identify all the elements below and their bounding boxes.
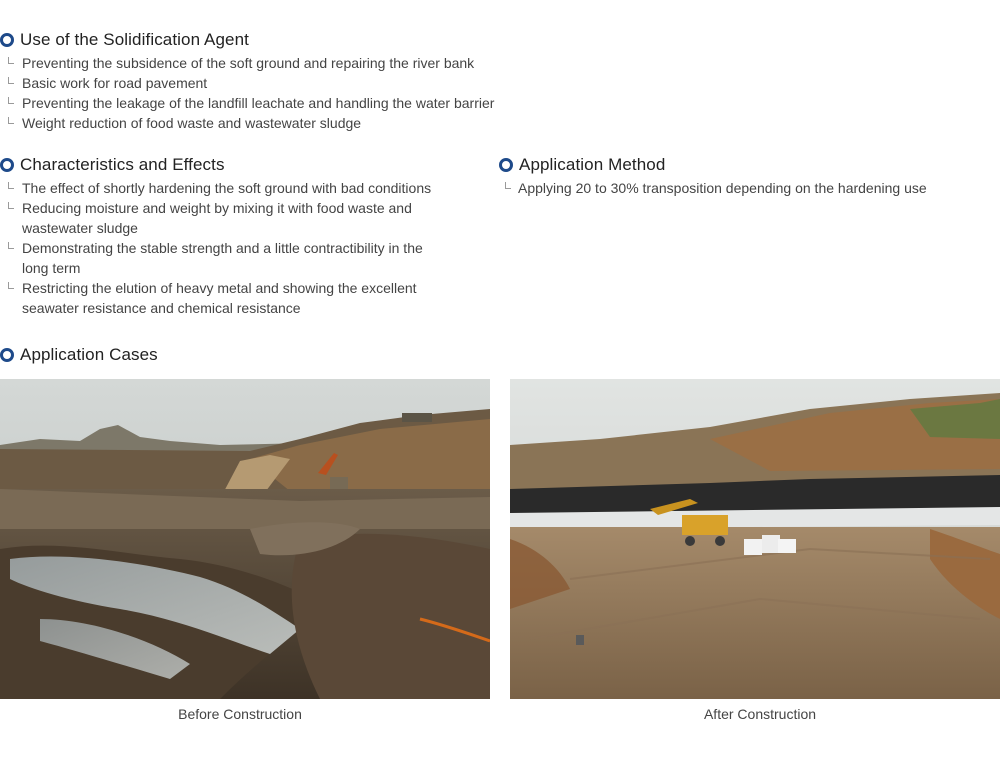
section-title: Use of the Solidification Agent <box>20 30 249 49</box>
list-item: Weight reduction of food waste and wastewater sludge <box>0 113 980 133</box>
list-item: Restricting the elution of heavy metal and showing the excellent seawater resistance and chemical resistance <box>0 278 462 318</box>
after-construction-caption: After Construction <box>703 706 817 722</box>
before-construction-caption: Before Construction <box>178 706 302 722</box>
characteristics-section <box>0 154 462 318</box>
section-title: Characteristics and Effects <box>20 155 225 174</box>
use-list <box>0 53 980 133</box>
list-item: Preventing the subsidence of the soft ground and repairing the river bank <box>0 53 980 73</box>
corner-tick-icon <box>8 77 14 84</box>
circle-bullet-icon <box>499 158 513 172</box>
characteristics-list <box>0 178 462 318</box>
corner-tick-icon <box>8 202 14 209</box>
method-list <box>499 178 979 198</box>
section-title: Application Cases <box>20 345 158 364</box>
method-section <box>499 154 979 198</box>
corner-tick-icon <box>8 57 14 64</box>
list-item: Preventing the leakage of the landfill leachate and handling the water barrier <box>0 93 980 113</box>
list-item: Basic work for road pavement <box>0 73 980 93</box>
cases-section <box>0 344 400 366</box>
before-construction-photo <box>0 379 490 699</box>
list-item: The effect of shortly hardening the soft ground with bad conditions <box>0 178 462 198</box>
use-section <box>0 29 980 133</box>
circle-bullet-icon <box>0 33 14 47</box>
circle-bullet-icon <box>0 158 14 172</box>
corner-tick-icon <box>8 242 14 249</box>
corner-tick-icon <box>8 282 14 289</box>
corner-tick-icon <box>8 97 14 104</box>
after-construction-photo <box>510 379 1000 699</box>
list-item: Demonstrating the stable strength and a little contractibility in the long term <box>0 238 462 278</box>
corner-tick-icon <box>505 182 511 189</box>
section-title: Application Method <box>519 155 666 174</box>
list-item: Applying 20 to 30% transposition depending on the hardening use <box>499 178 979 198</box>
list-item: Reducing moisture and weight by mixing it with food waste and wastewater sludge <box>0 198 462 238</box>
corner-tick-icon <box>8 117 14 124</box>
circle-bullet-icon <box>0 348 14 362</box>
corner-tick-icon <box>8 182 14 189</box>
